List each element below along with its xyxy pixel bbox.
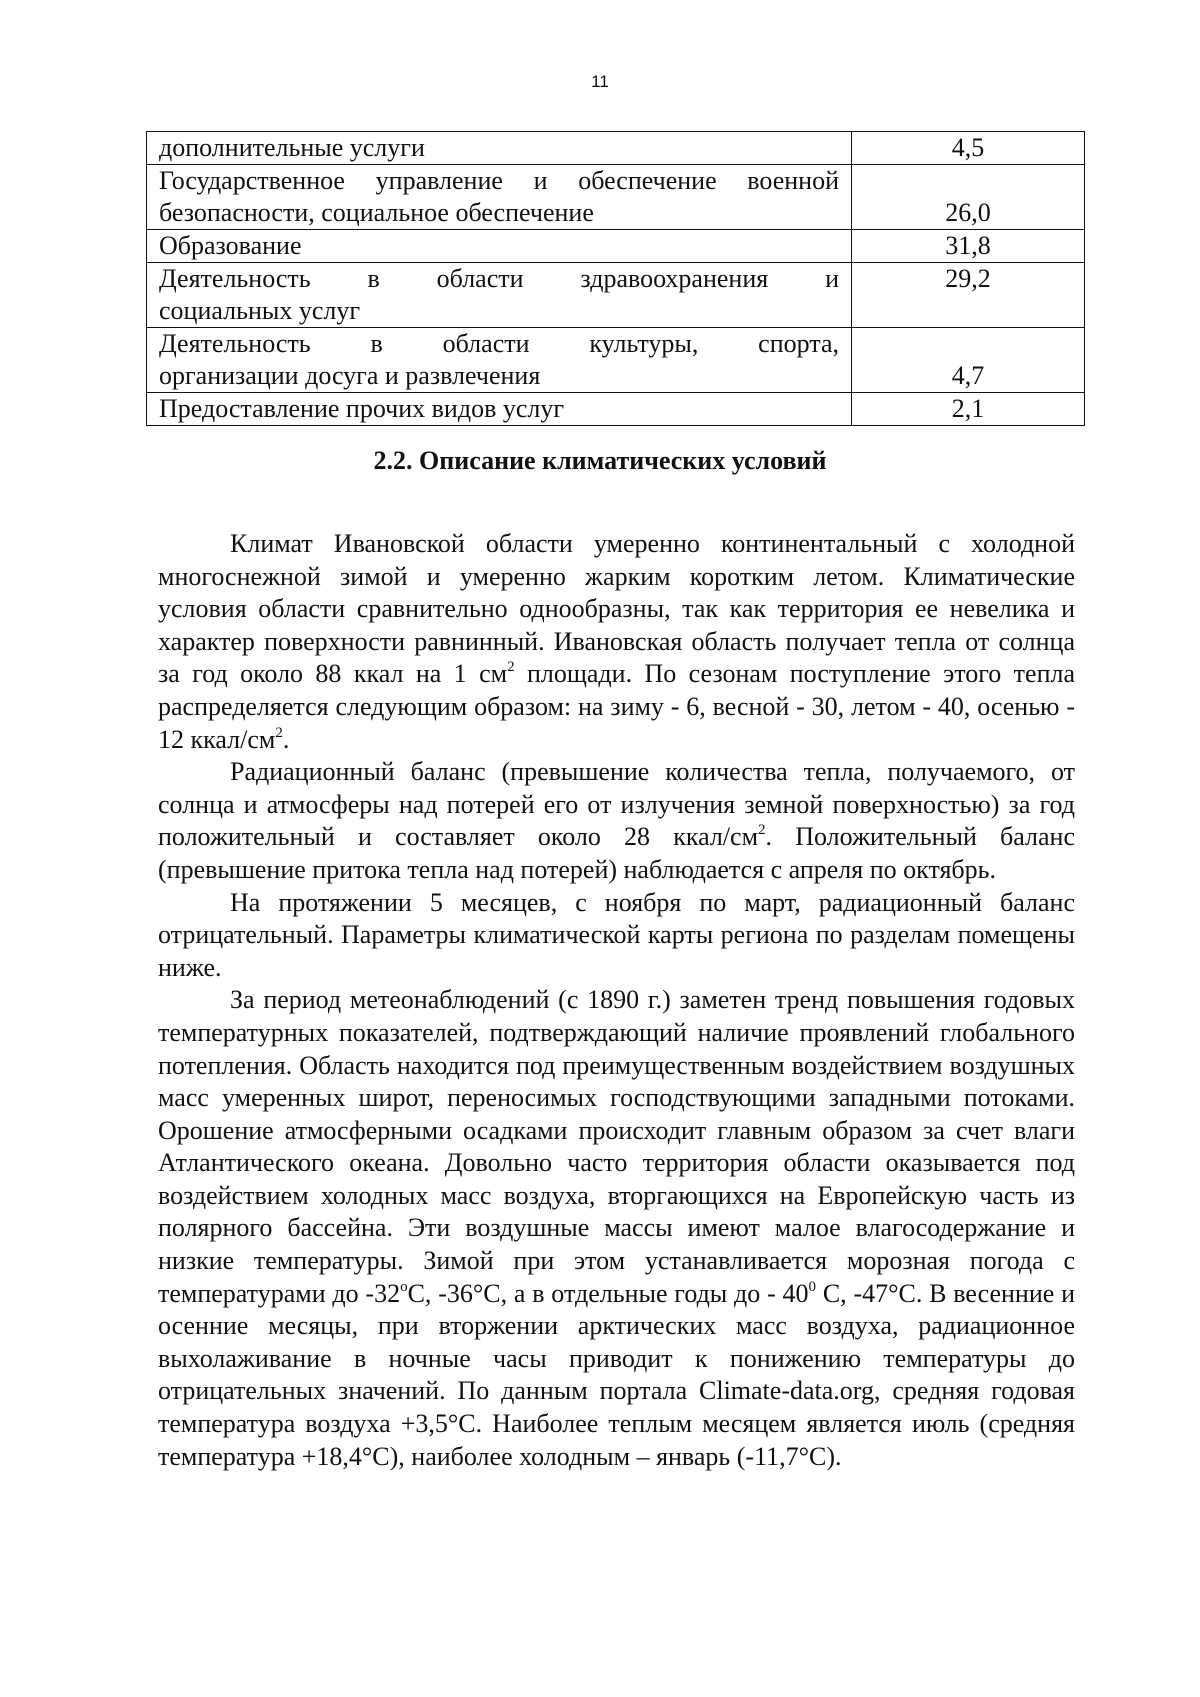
page-number: 11 — [591, 72, 609, 91]
table-row — [147, 165, 1085, 230]
row-label: дополнительные услуги — [147, 132, 852, 165]
superscript: 2 — [275, 724, 283, 741]
row-value: 4,7 — [852, 328, 1085, 393]
body-text — [158, 528, 1075, 1473]
paragraph-text: За период метеонаблюдений (с 1890 г.) заметен тренд повышения годовых температурных показателей, подтверждающий наличие проявлений глобального потепления. Область находится под преимущественным воздействием воздушных масс умеренных широт, переносимых господствующими западными потоками. Орошение атмосферными осадками происходит главным образом за счет влаги Атлантического океана. Довольно часто территория области оказывается под воздействием холодных масс воздуха, вторгающихся на Европейскую часть из полярного бассейна. Эти воздушные массы имеют малое влагосодержание и низкие температуры. Зимой при этом устанавливается морозная погода с температурами до -32 — [158, 985, 1075, 1308]
paragraph: На протяжении 5 месяцев, с ноября по март, радиационный баланс отрицательный. Параметры климатической карты региона по разделам помещены ниже. — [158, 887, 1075, 982]
row-label: Предоставление прочих видов услуг — [147, 393, 852, 426]
row-value: 29,2 — [852, 263, 1085, 328]
row-label — [147, 328, 852, 393]
superscript: 2 — [507, 659, 515, 676]
superscript: 0 — [808, 1278, 817, 1295]
table-row — [147, 230, 1085, 263]
row-label — [147, 263, 852, 328]
paragraph-text: Климат Ивановской области умеренно континентальный с холодной многоснежной зимой и умеренно жарким коротким летом. Климатические условия области сравнительно однообразны, так как территория ее невелика и характер поверхности равнинный. Ивановская область получает тепла от солнца за год около 88 ккал на 1 см — [158, 529, 1075, 689]
paragraph-text: площади. По сезонам поступление этого тепла распределяется следующим образом: на зиму - 6, весной - 30, летом - 40, осенью - 12 ккал/см — [158, 659, 1075, 754]
row-label-line: социальных услуг — [159, 296, 361, 325]
paragraph — [158, 984, 1075, 1473]
table-row — [147, 132, 1085, 165]
row-value: 26,0 — [852, 165, 1085, 230]
table-row — [147, 263, 1085, 328]
row-label-line: организации досуга и развлечения — [159, 361, 541, 390]
row-label-line: Деятельность в области здравоохранения и — [159, 264, 839, 293]
paragraph-text: . — [282, 724, 290, 754]
row-label-line: безопасности, социальное обеспечение — [159, 198, 594, 227]
row-value: 31,8 — [852, 230, 1085, 263]
paragraph-text: . Положительный баланс (превышение притока тепла над потерей) наблюдается с апреля по октябрь. — [158, 822, 1075, 884]
row-label-line: Деятельность в области культуры, спорта, — [159, 329, 839, 358]
table-row — [147, 393, 1085, 426]
table-row — [147, 328, 1085, 393]
services-table — [146, 131, 1085, 426]
paragraph — [158, 528, 1075, 756]
paragraph-text: Радиационный баланс (превышение количества тепла, получаемого, от солнца и атмосферы над потерей его от излучения земной поверхностью) за год положительный и составляет около 28 ккал/см — [158, 757, 1075, 852]
row-value: 4,5 — [852, 132, 1085, 165]
paragraph-text: С, -47°С. В весенние и осенние месяцы, при вторжении арктических масс воздуха, радиационное выхолаживание в ночные часы приводит к понижению температуры до отрицательных значений. По данным портала Climate-data.org, средняя годовая температура воздуха +3,5°С. Наиболее теплым месяцем является июль (средняя температура +18,4°С), наиболее холодным – январь (-11,7°С). — [158, 1278, 1075, 1471]
section-title: 2.2. Описание климатических условий — [373, 446, 827, 475]
row-value: 2,1 — [852, 393, 1085, 426]
row-label-line: Государственное управление и обеспечение военной — [159, 166, 839, 195]
paragraph — [158, 756, 1075, 886]
superscript: о — [400, 1278, 408, 1295]
row-label: Образование — [147, 230, 852, 263]
superscript: 2 — [758, 822, 766, 839]
row-label — [147, 165, 852, 230]
paragraph-text: С, -36°С, а в отдельные годы до - 40 — [407, 1278, 809, 1308]
